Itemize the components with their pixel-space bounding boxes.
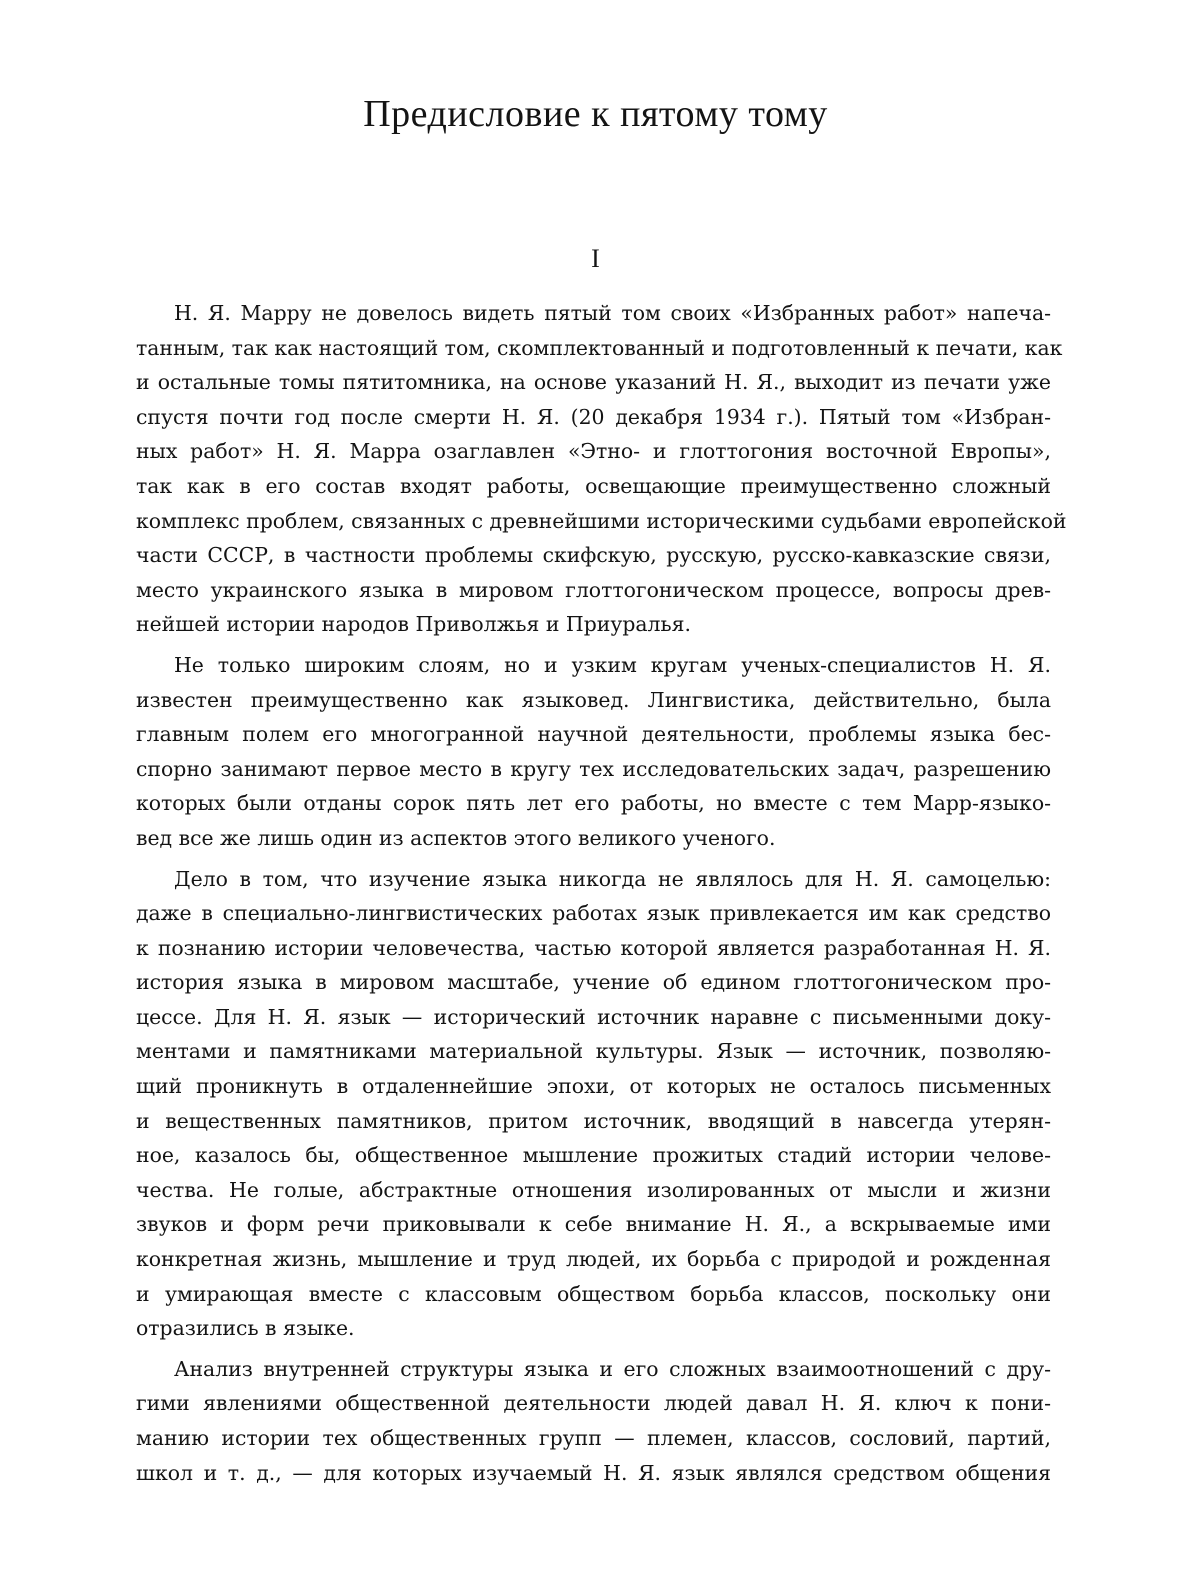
text-line: так как в его состав входят работы, освещающие преимущественно сложный — [136, 473, 1051, 498]
text-line: нейшей истории народов Приволжья и Приуралья. — [136, 612, 691, 637]
text-line: история языка в мировом масштабе, учение об едином глоттогоническом про- — [136, 970, 1051, 995]
text-line: и остальные томы пятитомника, на основе указаний Н. Я., выходит из печати уже — [136, 370, 1051, 395]
text-line: гими явлениями общественной деятельности людей давал Н. Я. ключ к пони- — [136, 1391, 1051, 1416]
page-title: Предисловие к пятому тому — [363, 93, 828, 135]
text-line: звуков и форм речи приковывали к себе внимание Н. Я., а вскрываемые ими — [136, 1212, 1051, 1237]
text-line: известен преимущественно как языковед. Лингвистика, действительно, была — [136, 687, 1051, 712]
text-line: конкретная жизнь, мышление и труд людей, их борьба с природой и рожденная — [136, 1247, 1051, 1272]
body-text — [136, 296, 1067, 1496]
text-line: главным полем его многогранной научной деятельности, проблемы языка бес- — [136, 722, 1051, 747]
text-line: цессе. Для Н. Я. язык — исторический источник наравне с письменными доку- — [136, 1004, 1051, 1029]
text-line: чества. Не голые, абстрактные отношения изолированных от мысли и жизни — [136, 1177, 1051, 1202]
text-line: комплекс проблем, связанных с древнейшими историческими судьбами европейской — [136, 508, 1067, 533]
text-line: Н. Я. Марру не довелось видеть пятый том своих «Избранных работ» напеча- — [174, 301, 1051, 325]
text-line: школ и т. д., — для которых изучаемый Н. Я. язык являлся средством общения — [136, 1460, 1051, 1485]
text-line: к познанию истории человечества, частью которой является разработанная Н. Я. — [136, 935, 1051, 960]
paragraph — [136, 648, 1051, 856]
text-line: отразились в языке. — [136, 1316, 355, 1341]
text-line: ное, казалось бы, общественное мышление прожитых стадий истории челове- — [136, 1143, 1051, 1168]
text-line: манию истории тех общественных групп — племен, классов, сословий, партий, — [136, 1426, 1051, 1450]
paragraph — [136, 1352, 1051, 1490]
text-line: спустя почти год после смерти Н. Я. (20 декабря 1934 г.). Пятый том «Избран- — [136, 404, 1051, 429]
text-line: части СССР, в частности проблемы скифскую, русскую, русско-кавказские связи, — [136, 543, 1051, 568]
text-line: щий проникнуть в отдаленнейшие эпохи, от которых не осталось письменных — [136, 1074, 1051, 1099]
text-line: Не только широким слоям, но и узким кругам ученых-специалистов Н. Я. — [174, 652, 1051, 677]
text-line: даже в специально-лингвистических работах язык привлекается им как средство — [136, 901, 1051, 926]
text-line: вед все же лишь один из аспектов этого великого ученого. — [136, 825, 776, 850]
text-line: Анализ внутренней структуры языка и его сложных взаимоотношений с дру- — [174, 1356, 1051, 1381]
section-number: I — [591, 244, 600, 273]
text-line: спорно занимают первое место в кругу тех исследовательских задач, разрешению — [136, 756, 1051, 781]
text-line: и вещественных памятников, притом источник, вводящий в навсегда утерян- — [136, 1108, 1051, 1133]
text-line: ментами и памятниками материальной культуры. Язык — источник, позволяю- — [136, 1039, 1051, 1064]
text-line: место украинского языка в мировом глоттогоническом процессе, вопросы древ- — [136, 577, 1051, 602]
text-line: Дело в том, что изучение языка никогда не являлось для Н. Я. самоцелью: — [174, 866, 1051, 891]
text-line: которых были отданы сорок пять лет его работы, но вместе с тем Марр-языко- — [136, 791, 1051, 816]
text-line: ных работ» Н. Я. Марра озаглавлен «Этно- и глоттогония восточной Европы», — [136, 439, 1051, 464]
text-line: и умирающая вместе с классовым обществом борьба классов, поскольку они — [136, 1281, 1051, 1306]
paragraph — [136, 862, 1051, 1346]
text-line: танным, так как настоящий том, скомплектованный и подготовленный к печати, как — [136, 335, 1063, 360]
paragraph — [136, 296, 1067, 642]
